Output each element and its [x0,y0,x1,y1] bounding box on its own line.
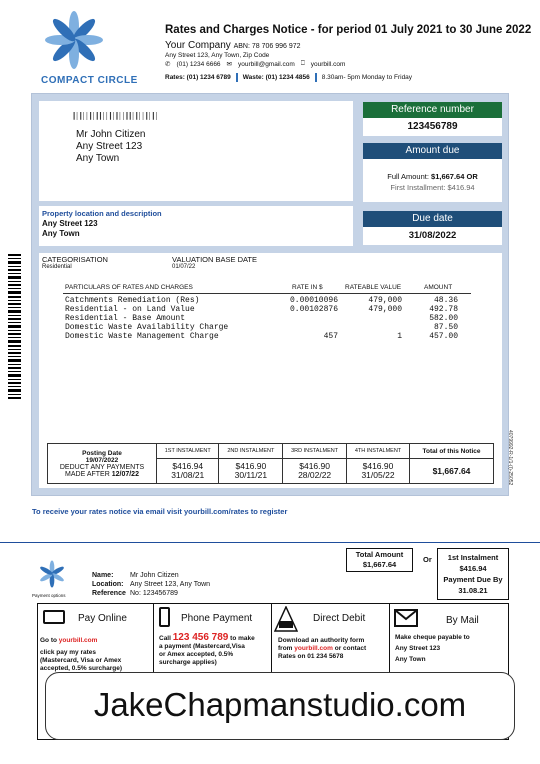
table-row-amount: 492.78 [429,305,458,314]
mail-icon: ✉ [226,61,232,68]
table-row-rate: 0.00102876 [289,305,338,314]
instalment-2-label: 2ND INSTALMENT [219,444,283,459]
instalment-4-amount: $416.90 [362,461,394,471]
pay-online-text [40,637,150,673]
by-mail-text [395,634,507,664]
col-header-rate: RATE IN $ [292,284,323,291]
divider [236,73,238,82]
waste-phone: Waste: (01) 1234 4856 [242,74,310,81]
pay-online-title[interactable]: Pay Online [78,613,127,624]
stub-reference-value: No: 123456789 [130,590,178,597]
phone-icon: ✆ [165,61,171,68]
company-contacts [165,60,345,68]
table-row-rateable: 1 [397,332,402,341]
phone-line-3: surcharge applies) [159,659,217,666]
posting-date-label: Posting Date [82,449,122,457]
instalment-1-amount: $416.94 [172,461,204,471]
company-address: Any Street 123, Any Town, Zip Code [165,52,270,59]
property-town: Any Town [42,229,80,238]
table-row-amount: 582.00 [429,314,458,323]
instalment-table [47,443,494,484]
online-link[interactable]: yourbill.com [58,637,98,644]
instalment-3-cell [283,459,347,484]
debit-link[interactable]: yourbill.com [294,645,333,652]
direct-debit-icon [274,606,298,632]
full-amount-value: $1,667.64 OR [431,172,478,181]
online-goto: Go to [40,637,57,644]
posting-date-value: 19/07/2022 [85,456,119,464]
flower-logo-icon [38,560,66,588]
instalment-3-date: 28/02/22 [298,470,332,480]
total-label: Total of this Notice [410,444,494,459]
phone-payment-text [159,634,271,667]
stub-or: Or [423,555,432,564]
mobile-phone-icon [159,607,170,627]
table-row-rateable: 479,000 [368,296,402,305]
brand-logo-text: COMPACT CIRCLE [41,75,138,86]
header-rule [63,293,471,294]
phone-payment-title[interactable]: Phone Payment [181,613,253,624]
debit-line-3: Rates on 01 234 5678 [278,653,344,660]
reference-value: 123456789 [363,118,502,136]
reference-label: Reference number [363,102,502,118]
recipient-town: Any Town [76,153,120,164]
vertical-barcode [8,254,21,399]
property-title: Property location and description [42,209,162,218]
document-code: 4079992-R-1/1-(I)-25052 [507,430,513,486]
watermark-banner: JakeChapmanstudio.com [45,672,515,740]
debit-line-1: Download an authority form [278,637,365,644]
instalment-3-amount: $416.90 [299,461,330,471]
total-value: $1,667.64 [410,459,494,484]
deduct-date: 12/07/22 [111,470,139,478]
stub-instalment-value: $416.94 [459,564,487,573]
col-header-rateable: RATEABLE VALUE [345,284,402,291]
instalment-4-cell [347,459,410,484]
instalment-1-date: 31/08/21 [171,470,205,480]
email-register-note[interactable]: To receive your rates notice via email visit yourbill.com/rates to register [32,507,288,516]
phone-line-2: or Amex accepted, 0.5% [159,651,234,658]
stub-due-label: Payment Due By [443,575,503,584]
table-row-desc: Residential - Base Amount [65,314,186,323]
phone-after: to make [230,635,255,642]
recipient-name: Mr John Citizen [76,129,146,140]
online-line-1: click pay my rates [40,649,97,656]
categorisation-label: CATEGORISATION [42,255,108,264]
phone-line-1: a payment (Mastercard,Visa [159,643,245,650]
stub-due-value: 31.08.21 [458,586,488,595]
tear-off-line [0,542,540,543]
direct-debit-title[interactable]: Direct Debit [313,613,366,624]
valuation-base-date-label: VALUATION BASE DATE [172,255,258,264]
divider [315,73,317,82]
due-date-value: 31/08/2022 [363,227,502,245]
valuation-base-date-value: 01/07/22 [172,264,196,270]
deduct-prefix: MADE AFTER [65,470,110,478]
stub-instalment-label: 1st Instalment [447,553,499,562]
flower-logo-icon [44,10,104,70]
mail-line-2: Any Street 123 [395,645,441,652]
instalment-2-cell [219,459,283,484]
stub-total-box [346,548,413,572]
instalment-1-label: 1ST INSTALMENT [157,444,219,459]
deduct-line-2 [49,471,155,478]
payment-options-label: Payment options [32,593,66,598]
property-street: Any Street 123 [42,219,98,228]
stub-instalment-box [437,548,509,600]
col-header-amount: AMOUNT [424,284,453,291]
instalment-4-label: 4TH INSTALMENT [347,444,410,459]
table-row-desc: Domestic Waste Availability Charge [65,323,229,332]
stub-location-label: Location: [92,581,124,588]
instalment-2-amount: $416.90 [235,461,267,471]
notice-title: Rates and Charges Notice - for period 01 July 2021 to 30 June 2022 [165,24,532,36]
stub-location-value: Any Street 123, Any Town [130,581,211,588]
online-line-3: accepted, 0.5% surcharge) [40,665,123,672]
table-row-desc: Residential - on Land Value [65,305,195,314]
stub-name-label: Name: [92,572,114,579]
table-row-rate: 0.00010096 [289,296,338,305]
company-name: Your Company [165,40,231,51]
phone-call: Call [159,635,171,642]
debit-after: or contact [334,645,367,652]
instalment-1-cell [157,459,219,484]
company-email[interactable]: yourbill@gmail.com [238,60,295,68]
stub-total-label: Total Amount [355,550,404,559]
col-header-particulars: PARTICULARS OF RATES AND CHARGES [65,284,193,291]
office-hours: 8.30am- 5pm Monday to Friday [321,74,413,81]
table-row-desc: Domestic Waste Management Charge [65,332,219,341]
company-phone: (01) 1234 6666 [176,60,221,68]
table-row-amount: 87.50 [433,323,458,332]
instalment-4-date: 31/05/22 [361,470,395,480]
deduct-line-1: DEDUCT ANY PAYMENTS [59,463,145,471]
by-mail-title[interactable]: By Mail [446,615,479,626]
full-amount-label: Full Amount: [387,172,429,181]
full-amount [363,172,502,181]
due-date-label: Due date [363,211,502,227]
table-row-rate: 457 [323,332,338,341]
postal-barcode: ┃│┃││┃│┃┃││┃│┃││┃┃│┃││┃│┃│ [72,113,158,120]
table-row-desc: Catchments Remediation (Res) [65,296,200,305]
computer-icon: ⎕ [300,60,305,67]
debit-from: from [278,645,293,652]
envelope-icon [394,609,418,627]
table-row-rateable: 479,000 [368,305,402,314]
categorisation-value: Residential [42,264,72,270]
first-installment: First Installment: $416.94 [390,183,475,192]
company-line [165,40,301,51]
stub-reference-label: Reference [92,590,126,597]
phone-number[interactable]: 123 456 789 [172,632,229,643]
direct-debit-text [278,637,388,661]
table-row-amount: 48.36 [433,296,458,305]
recipient-street: Any Street 123 [76,141,143,152]
company-website[interactable]: yourbill.com [310,60,346,68]
rates-phone: Rates: (01) 1234 6789 [165,74,231,81]
mail-line-1: Make cheque payable to [395,634,470,641]
mail-line-3: Any Town [395,656,426,663]
contact-lines [165,73,412,82]
stub-name-value: Mr John Citizen [130,572,179,579]
stub-total-value: $1,667.64 [362,560,397,569]
instalment-3-label: 3RD INSTALMENT [283,444,347,459]
online-line-2: (Mastercard, Visa or Amex [40,657,122,664]
instalment-2-date: 30/11/21 [234,470,268,480]
amount-due-label: Amount due [363,143,502,159]
table-row-amount: 457.00 [429,332,458,341]
posting-cell [48,444,157,484]
company-abn: ABN: 78 706 996 972 [233,43,301,50]
laptop-icon [43,610,65,624]
